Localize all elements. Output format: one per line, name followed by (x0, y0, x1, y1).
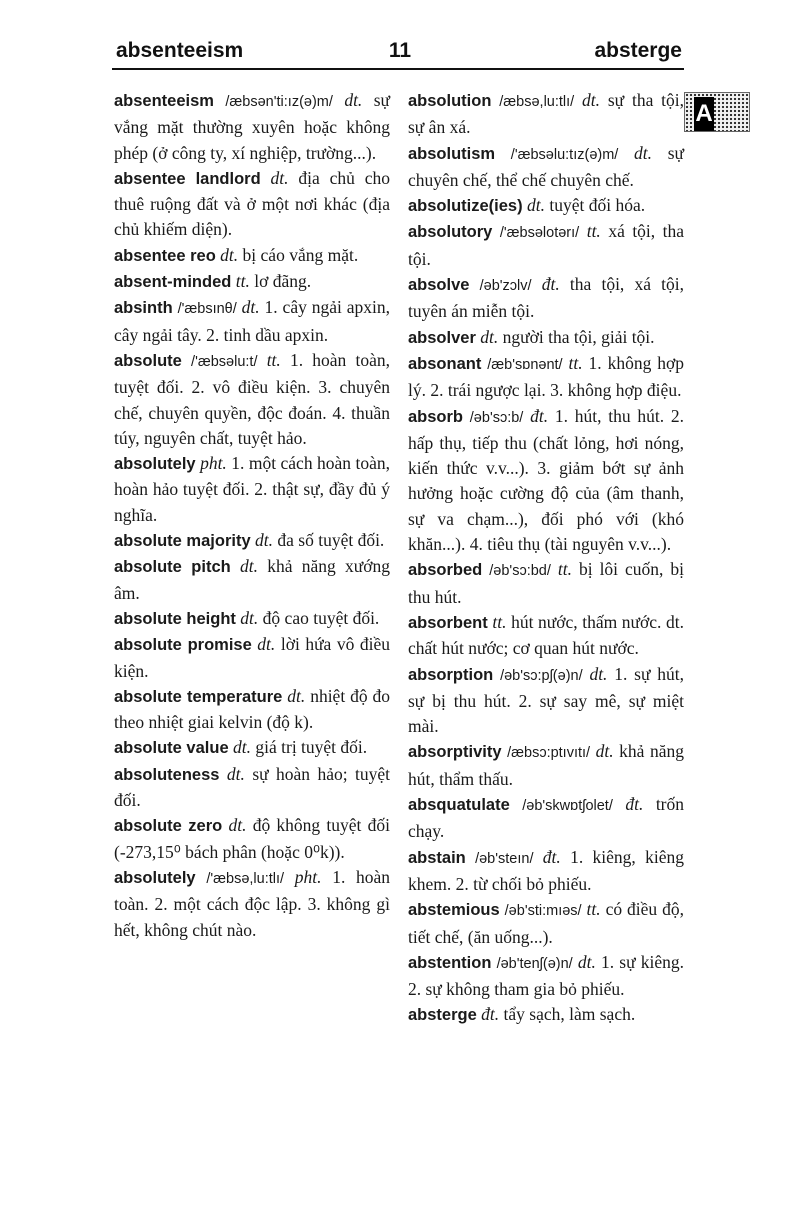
entry-headword: abstain (408, 848, 466, 867)
entry-part-of-speech: dt. (241, 297, 260, 318)
entry-headword: absent-minded (114, 273, 232, 292)
thumb-index-tab (684, 92, 750, 132)
entry-pronunciation: /'æbsəlotərı/ (499, 225, 580, 242)
entry-headword: abstention (408, 953, 492, 972)
entry-part-of-speech: dt. (239, 556, 258, 577)
dictionary-entry (408, 88, 684, 141)
entry-pronunciation: /əb'sɔ:bd/ (489, 563, 551, 580)
entry-definition: sự tha tội, sự ân xá. (408, 90, 685, 138)
entry-headword: absoluteness (114, 765, 220, 784)
entry-definition: đa số tuyệt đối. (277, 530, 385, 551)
right-guide-word: absterge (594, 39, 682, 62)
entry-definition: tuyệt đối hóa. (549, 195, 646, 216)
dictionary-entry (114, 813, 390, 865)
entry-part-of-speech: dt. (228, 815, 247, 836)
entry-headword: absolutely (114, 868, 196, 887)
entry-part-of-speech: tt. (492, 611, 507, 632)
dictionary-entry (114, 348, 390, 451)
entry-part-of-speech: dt. (240, 607, 259, 628)
entry-part-of-speech: tt. (586, 221, 601, 242)
dictionary-entry (114, 243, 390, 269)
entry-headword: absolutize(ies) (408, 197, 523, 216)
entry-definition: tẩy sạch, làm sạch. (503, 1004, 636, 1025)
entry-part-of-speech: đt. (530, 405, 549, 426)
entry-definition: nhiệt độ đo theo nhiệt giai kelvin (độ k). (114, 685, 391, 733)
dictionary-entry (408, 610, 684, 662)
entry-definition: bị lôi cuốn, bị thu hút. (408, 559, 685, 607)
dictionary-entry (114, 295, 390, 348)
entry-pronunciation: /æbsən'ti:ız(ə)m/ (225, 94, 333, 110)
entry-headword: absorptivity (408, 743, 502, 762)
entry-pronunciation: /əb'tenʃ(ə)n/ (496, 955, 573, 972)
entry-definition: 1. hoàn toàn, tuyệt đối. 2. vô điều kiện. 3. chuyên chế, chuyên quyền, độc đoán. 4. thuần túy, nguyên chất, tuyệt hảo. (114, 349, 390, 448)
entry-pronunciation: /'æbsə,lu:tlı/ (206, 870, 285, 887)
entry-pronunciation: /'æbsəlu:t/ (191, 353, 258, 370)
dictionary-entry (114, 166, 390, 243)
left-guide-word: absenteeism (116, 39, 244, 62)
entry-pronunciation: /əb'sti:mıəs/ (504, 903, 582, 920)
entry-part-of-speech: dt. (577, 951, 596, 972)
entry-headword: absolute majority (114, 532, 251, 551)
entry-pronunciation: /æbsə,lu:tlı/ (499, 94, 575, 110)
dictionary-entry (114, 735, 390, 761)
entry-definition: lời hứa vô điều kiện. (114, 634, 391, 681)
entry-part-of-speech: dt. (589, 663, 608, 684)
dictionary-entry (408, 404, 684, 558)
entry-headword: absolver (408, 328, 476, 347)
entry-headword: absolute pitch (114, 558, 231, 577)
entry-headword: absolute temperature (114, 687, 283, 706)
entry-headword: absolute height (114, 609, 236, 628)
entry-headword: absolutely (114, 455, 196, 474)
entry-part-of-speech: dt. (226, 763, 245, 784)
dictionary-entry (114, 865, 390, 943)
entry-part-of-speech: dt. (257, 634, 276, 655)
entry-headword: absolute (114, 351, 182, 370)
entry-headword: absorbed (408, 561, 483, 580)
entry-definition: sự hoàn hảo; tuyệt đối. (114, 763, 391, 811)
entry-definition: khả năng xướng âm. (114, 556, 390, 603)
dictionary-entry (408, 897, 684, 950)
dictionary-entry (408, 662, 684, 740)
entry-definition: 1. sự kiêng. 2. sự không tham gia bỏ phiếu. (408, 951, 684, 1000)
entry-part-of-speech: dt. (287, 685, 306, 706)
page-number: 11 (388, 39, 412, 62)
entry-definition: sự chuyên chế, thể chế chuyên chế. (408, 142, 684, 190)
entry-definition: 1. không hợp lý. 2. trái ngược lại. 3. không hợp điệu. (408, 352, 685, 401)
entry-definition: độ không tuyệt đối (-273,15⁰ bách phân (hoặc 0⁰k)). (114, 815, 390, 862)
entry-part-of-speech: dt. (526, 195, 545, 216)
dictionary-entry (114, 684, 390, 736)
entry-part-of-speech: đt. (481, 1004, 500, 1025)
entry-pronunciation: /əb'steın/ (475, 850, 534, 867)
entry-part-of-speech: pht. (200, 453, 227, 474)
right-column (408, 88, 684, 1029)
entry-part-of-speech: đt. (542, 846, 561, 867)
entry-part-of-speech: dt. (270, 167, 289, 188)
entry-definition: 1. hoàn toàn. 2. một cách độc lập. 3. không gì hết, không chút nào. (114, 866, 391, 940)
dictionary-entry (408, 950, 684, 1003)
entry-headword: absolutism (408, 144, 496, 163)
entry-headword: absolve (408, 276, 470, 295)
entry-definition: người tha tội, giải tội. (502, 326, 655, 347)
entry-headword: absolute promise (114, 636, 252, 655)
entry-headword: absolutory (408, 223, 493, 242)
entry-definition: 1. cây ngải apxin, cây ngải tây. 2. tinh dầu apxin. (114, 297, 391, 345)
entry-part-of-speech: tt. (568, 352, 583, 373)
entry-pronunciation: /'æbsınθ/ (177, 301, 237, 318)
entry-part-of-speech: đt. (625, 794, 644, 815)
entry-definition: địa chủ cho thuê ruộng đất và ở một nơi khác (địa chủ khiếm diện). (114, 167, 391, 240)
entry-part-of-speech: dt. (344, 90, 363, 110)
thumb-index-letter: A (694, 97, 714, 131)
entry-part-of-speech: dt. (595, 741, 614, 762)
entry-definition: trốn chạy. (408, 794, 685, 842)
dictionary-entry (408, 792, 684, 845)
entry-headword: absorb (408, 407, 464, 426)
entry-part-of-speech: tt. (557, 559, 572, 580)
dictionary-entry (408, 1002, 684, 1028)
entry-headword: absinth (114, 299, 173, 318)
entry-definition: 1. kiêng, kiêng khem. 2. từ chối bỏ phiếu. (408, 846, 684, 894)
entry-headword: absonant (408, 354, 482, 373)
entry-part-of-speech: pht. (294, 866, 322, 887)
dictionary-entry (114, 269, 390, 295)
entry-part-of-speech: dt. (480, 326, 499, 347)
entry-part-of-speech: tt. (266, 349, 281, 370)
entry-headword: absentee landlord (114, 169, 261, 188)
dictionary-entry (408, 193, 684, 219)
dictionary-entry (408, 845, 684, 898)
entry-pronunciation: /æb'sɒnənt/ (487, 356, 563, 373)
dictionary-entry (408, 557, 684, 610)
entry-headword: absolution (408, 92, 492, 110)
entry-part-of-speech: dt. (255, 530, 273, 551)
dictionary-entry (114, 528, 390, 554)
entry-definition: khả năng hút, thẩm thấu. (408, 741, 684, 789)
entry-definition: bị cáo vắng mặt. (242, 244, 359, 265)
entry-pronunciation: /əb'sɔ:b/ (469, 409, 524, 426)
dictionary-entry (408, 219, 684, 272)
dictionary-entry (408, 272, 684, 325)
entry-definition: hút nước, thấm nước. dt. chất hút nước; cơ quan hút nước. (408, 611, 685, 659)
dictionary-entry (114, 451, 390, 528)
entry-part-of-speech: dt. (220, 244, 239, 265)
entry-definition: lơ đãng. (254, 271, 312, 292)
entry-definition: giá trị tuyệt đối. (255, 737, 368, 758)
entry-definition: tha tội, xá tội, tuyên án miễn tội. (408, 274, 685, 322)
entry-headword: absentee reo (114, 246, 216, 265)
dictionary-entry (114, 554, 390, 606)
entry-definition: 1. một cách hoàn toàn, hoàn hảo tuyệt đối. 2. thật sự, đầy đủ ý nghĩa. (114, 453, 390, 525)
header-rule (112, 68, 684, 70)
entry-headword: abstemious (408, 901, 500, 920)
entry-headword: absquatulate (408, 796, 510, 815)
entry-part-of-speech: dt. (634, 142, 653, 163)
dictionary-entry (408, 351, 684, 404)
dictionary-entry (114, 762, 390, 814)
entry-definition: có điều độ, tiết chế, (ăn uống...). (408, 899, 684, 947)
entry-headword: absorbent (408, 613, 488, 632)
entry-definition: 1. hút, thu hút. 2. hấp thụ, tiếp thu (chất lỏng, hơi nóng, kiến thức v.v...). 3. giảm bớt sự ảnh hưởng hoặc cường độ của (âm thanh, sự va chạm...), đối phó với (khó khăn...). 4. tiêu thụ (tài nguyên v.v...). (408, 405, 684, 555)
dictionary-entry (408, 325, 684, 351)
entry-part-of-speech: tt. (235, 271, 250, 292)
entry-part-of-speech: tt. (586, 899, 601, 920)
entry-part-of-speech: đt. (541, 274, 560, 295)
entry-definition: 1. sự hút, sự bị thu hút. 2. sự say mê, sự miệt mài. (408, 663, 685, 737)
entry-headword: absorption (408, 665, 494, 684)
entry-pronunciation: /əb'sɔ:pʃ(ə)n/ (500, 667, 583, 684)
entry-definition: độ cao tuyệt đối. (262, 607, 380, 628)
entry-headword: absolute zero (114, 817, 223, 836)
entry-headword: absterge (408, 1006, 477, 1025)
entry-pronunciation: /'æbsəlu:tız(ə)m/ (510, 146, 619, 163)
entry-definition: xá tội, tha tội. (408, 221, 685, 269)
entry-part-of-speech: dt. (233, 737, 251, 758)
left-column (114, 88, 390, 943)
dictionary-entry (114, 632, 390, 684)
entry-pronunciation: /əb'zɔlv/ (479, 278, 532, 295)
dictionary-entry (408, 739, 684, 792)
dictionary-entry (114, 606, 390, 632)
entry-part-of-speech: dt. (582, 90, 601, 110)
dictionary-entry (114, 88, 390, 166)
entry-pronunciation: /əb'skwɒtʃolet/ (522, 798, 613, 815)
entry-headword: absenteeism (114, 92, 214, 110)
entry-pronunciation: /æbsɔ:ptıvıtı/ (507, 745, 591, 762)
dictionary-entry (408, 141, 684, 194)
entry-definition: sự vắng mặt thường xuyên hoặc không phép (ở công ty, xí nghiệp, trường...). (114, 90, 391, 163)
entry-headword: absolute value (114, 739, 229, 758)
